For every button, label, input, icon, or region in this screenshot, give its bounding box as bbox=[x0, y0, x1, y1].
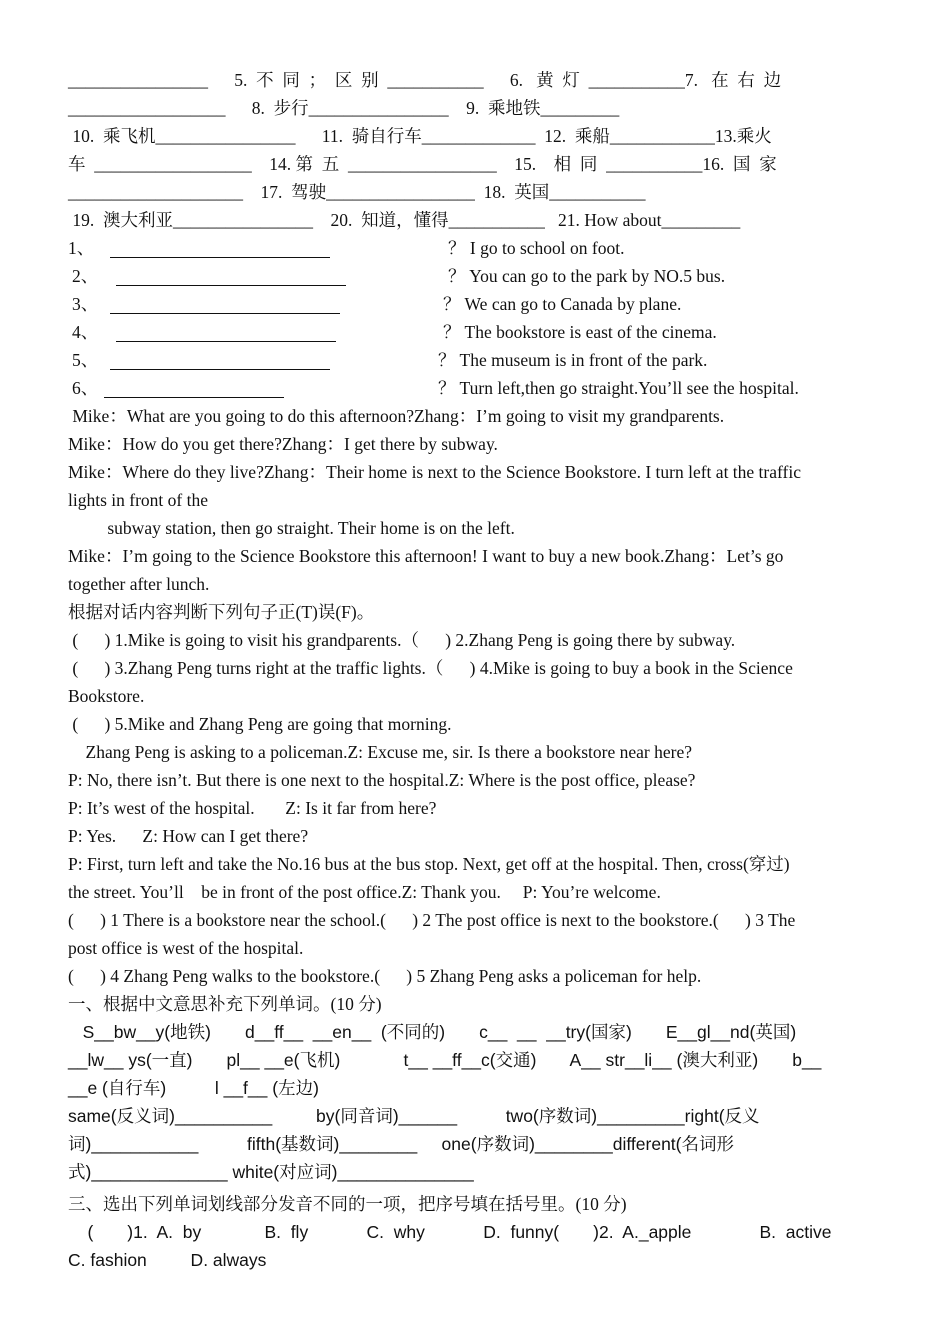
vocab-line: ________________ 5. 不 同 ； 区 别 ___________ 6. 黄 灯 ___________7. 在 右 边 bbox=[68, 70, 782, 90]
dialogue-line: P: First, turn left and take the No.16 bus at the bus stop. Next, get off at the hospital. Then, cross(穿过) bbox=[68, 854, 790, 874]
question-answer: ？ We can go to Canada by plane. bbox=[443, 294, 682, 314]
answer-blank-line bbox=[116, 341, 336, 342]
question-answer: ？ I go to school on foot. bbox=[448, 238, 625, 258]
dialogue-line: Mike：How do you get there?Zhang：I get there by subway. bbox=[68, 434, 498, 454]
fill-word-line: same(反义词)__________ by(同音词)______ two(序数词)_________right(反义 bbox=[68, 1106, 760, 1126]
section-heading: 一、根据中文意思补充下列单词。(10 分) bbox=[68, 994, 382, 1014]
dialogue-line: together after lunch. bbox=[68, 574, 210, 594]
vocab-line: 车 __________________ 14. 第 五 _________________ 15. 相 同 ___________16. 国 家 bbox=[68, 154, 777, 174]
section-heading: 三、选出下列单词划线部分发音不同的一项，把序号填在括号里。(10 分) bbox=[68, 1194, 627, 1214]
dialogue-line: subway station, then go straight. Their home is on the left. bbox=[68, 518, 515, 538]
vocab-line: 10. 乘飞机________________ 11. 骑自行车_____________ 12. 乘船____________13.乘火 bbox=[68, 126, 772, 146]
true-false-line: post office is west of the hospital. bbox=[68, 938, 304, 958]
fill-word-line: 式)______________ white(对应词)______________ bbox=[68, 1162, 474, 1182]
answer-blank-line bbox=[104, 397, 284, 398]
question-number: 1、 bbox=[68, 238, 95, 258]
question-number: 3、 bbox=[72, 294, 99, 314]
dialogue-line: P: No, there isn’t. But there is one next to the hospital.Z: Where is the post office, please? bbox=[68, 770, 696, 790]
question-answer: ？ Turn left,then go straight.You’ll see the hospital. bbox=[438, 378, 799, 398]
fill-word-line: __e (自行车) l __f__ (左边) bbox=[68, 1078, 319, 1098]
dialogue-line: Mike：Where do they live?Zhang：Their home is next to the Science Bookstore. I turn left at the traffic bbox=[68, 462, 801, 482]
vocab-line: ____________________ 17. 驾驶_________________ 18. 英国___________ bbox=[68, 182, 646, 202]
answer-blank-line bbox=[110, 257, 330, 258]
true-false-line: ( ) 3.Zhang Peng turns right at the traffic lights.（ ) 4.Mike is going to buy a book in the Science bbox=[68, 658, 793, 678]
answer-blank-line bbox=[116, 285, 346, 286]
question-number: 6、 bbox=[72, 378, 99, 398]
question-answer: ？ The bookstore is east of the cinema. bbox=[443, 322, 717, 342]
fill-word-line: S__bw__y(地铁) d__ff__ __en__ (不同的) c__ __ __try(国家) E__gl__nd(英国) bbox=[68, 1022, 797, 1042]
true-false-line: ( ) 5.Mike and Zhang Peng are going that morning. bbox=[68, 714, 452, 734]
dialogue-line: Mike：What are you going to do this afternoon?Zhang：I’m going to visit my grandparents. bbox=[68, 406, 725, 426]
vocab-line: 19. 澳大利亚________________ 20. 知道，懂得___________ 21. How about_________ bbox=[68, 210, 741, 230]
question-answer: ？ You can go to the park by NO.5 bus. bbox=[448, 266, 726, 286]
fill-word-line: 词)___________ fifth(基数词)________ one(序数词)________different(名词形 bbox=[68, 1134, 734, 1154]
pronunciation-line: ( )1. A. by B. fly C. why D. funny( )2. A._apple B. active bbox=[68, 1222, 832, 1242]
answer-blank-line bbox=[110, 369, 330, 370]
question-number: 2、 bbox=[72, 266, 99, 286]
dialogue-line: P: Yes. Z: How can I get there? bbox=[68, 826, 309, 846]
dialogue-line: Zhang Peng is asking to a policeman.Z: Excuse me, sir. Is there a bookstore near here? bbox=[68, 742, 692, 762]
dialogue-line: P: It’s west of the hospital. Z: Is it far from here? bbox=[68, 798, 437, 818]
question-number: 4、 bbox=[72, 322, 99, 342]
dialogue-line: Mike：I’m going to the Science Bookstore this afternoon! I want to buy a new book.Zhang：Let’s go bbox=[68, 546, 784, 566]
instruction-heading: 根据对话内容判断下列句子正(T)误(F)。 bbox=[68, 602, 375, 622]
pronunciation-line: C. fashion D. always bbox=[68, 1250, 267, 1270]
true-false-line: ( ) 4 Zhang Peng walks to the bookstore.( ) 5 Zhang Peng asks a policeman for help. bbox=[68, 966, 702, 986]
dialogue-line: the street. You’ll be in front of the post office.Z: Thank you. P: You’re welcome. bbox=[68, 882, 661, 902]
vocab-line: __________________ 8. 步行________________ 9. 乘地铁_________ bbox=[68, 98, 620, 118]
true-false-line: ( ) 1 There is a bookstore near the school.( ) 2 The post office is next to the bookstore.( ) 3 The bbox=[68, 910, 796, 930]
question-number: 5、 bbox=[72, 350, 99, 370]
true-false-line: ( ) 1.Mike is going to visit his grandparents.（ ) 2.Zhang Peng is going there by subway. bbox=[68, 630, 736, 650]
fill-word-line: __lw__ ys(一直) pl__ __e(飞机) t__ __ff__c(交通) A__ str__li__ (澳大利亚) b__ bbox=[68, 1050, 822, 1070]
dialogue-line: lights in front of the bbox=[68, 490, 208, 510]
true-false-line: Bookstore. bbox=[68, 686, 145, 706]
answer-blank-line bbox=[110, 313, 340, 314]
question-answer: ？ The museum is in front of the park. bbox=[438, 350, 708, 370]
